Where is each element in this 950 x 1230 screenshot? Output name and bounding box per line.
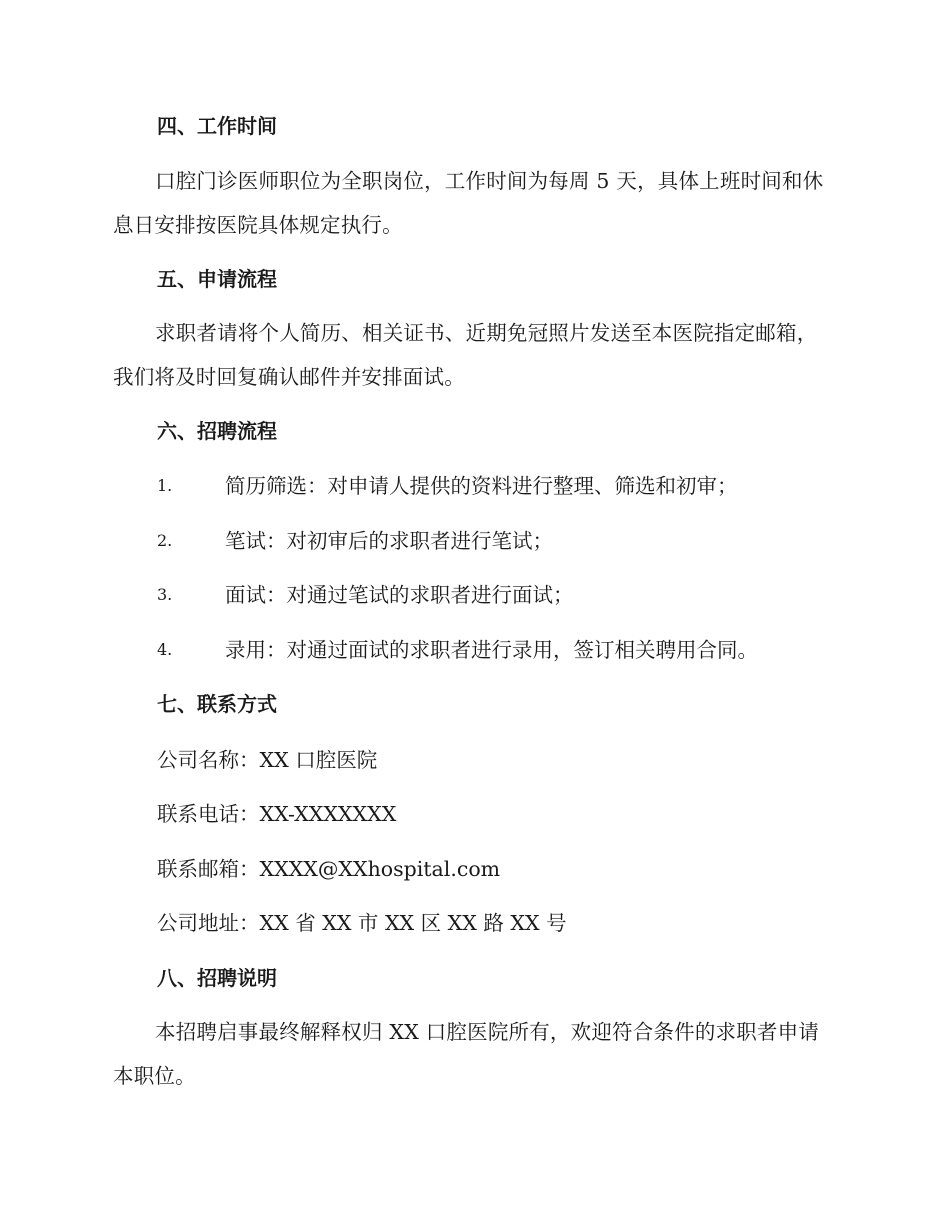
contact-phone: 联系电话：XX-XXXXXXX <box>157 802 397 826</box>
heading-application: 五、申请流程 <box>157 267 277 291</box>
paragraph-work-time: 口腔门诊医师职位为全职岗位，工作时间为每周 5 天，具体上班时间和休息日安排按医院具体规定执行。 <box>113 169 824 237</box>
list-number: 3. <box>157 585 173 604</box>
heading-contact: 七、联系方式 <box>157 692 277 716</box>
list-text: 面试：对通过笔试的求职者进行面试； <box>225 583 574 607</box>
heading-recruitment: 六、招聘流程 <box>157 419 277 443</box>
heading-notes: 八、招聘说明 <box>157 966 277 990</box>
list-text: 录用：对通过面试的求职者进行录用，签订相关聘用合同。 <box>225 638 758 662</box>
list-text: 简历筛选：对申请人提供的资料进行整理、筛选和初审； <box>225 474 738 498</box>
list-number: 4. <box>157 640 173 659</box>
paragraph-notes: 本招聘启事最终解释权归 XX 口腔医院所有，欢迎符合条件的求职者申请本职位。 <box>113 1020 820 1088</box>
list-number: 2. <box>157 531 173 550</box>
list-number: 1. <box>157 476 173 495</box>
paragraph-application: 求职者请将个人简历、相关证书、近期免冠照片发送至本医院指定邮箱，我们将及时回复确认邮件并安排面试。 <box>113 321 818 389</box>
contact-company-name: 公司名称：XX 口腔医院 <box>157 748 378 772</box>
heading-work-time: 四、工作时间 <box>157 114 277 138</box>
list-text: 笔试：对初审后的求职者进行笔试； <box>225 529 553 553</box>
contact-email: 联系邮箱：XXXX@XXhospital.com <box>157 857 501 881</box>
contact-address: 公司地址：XX 省 XX 市 XX 区 XX 路 XX 号 <box>157 911 567 935</box>
